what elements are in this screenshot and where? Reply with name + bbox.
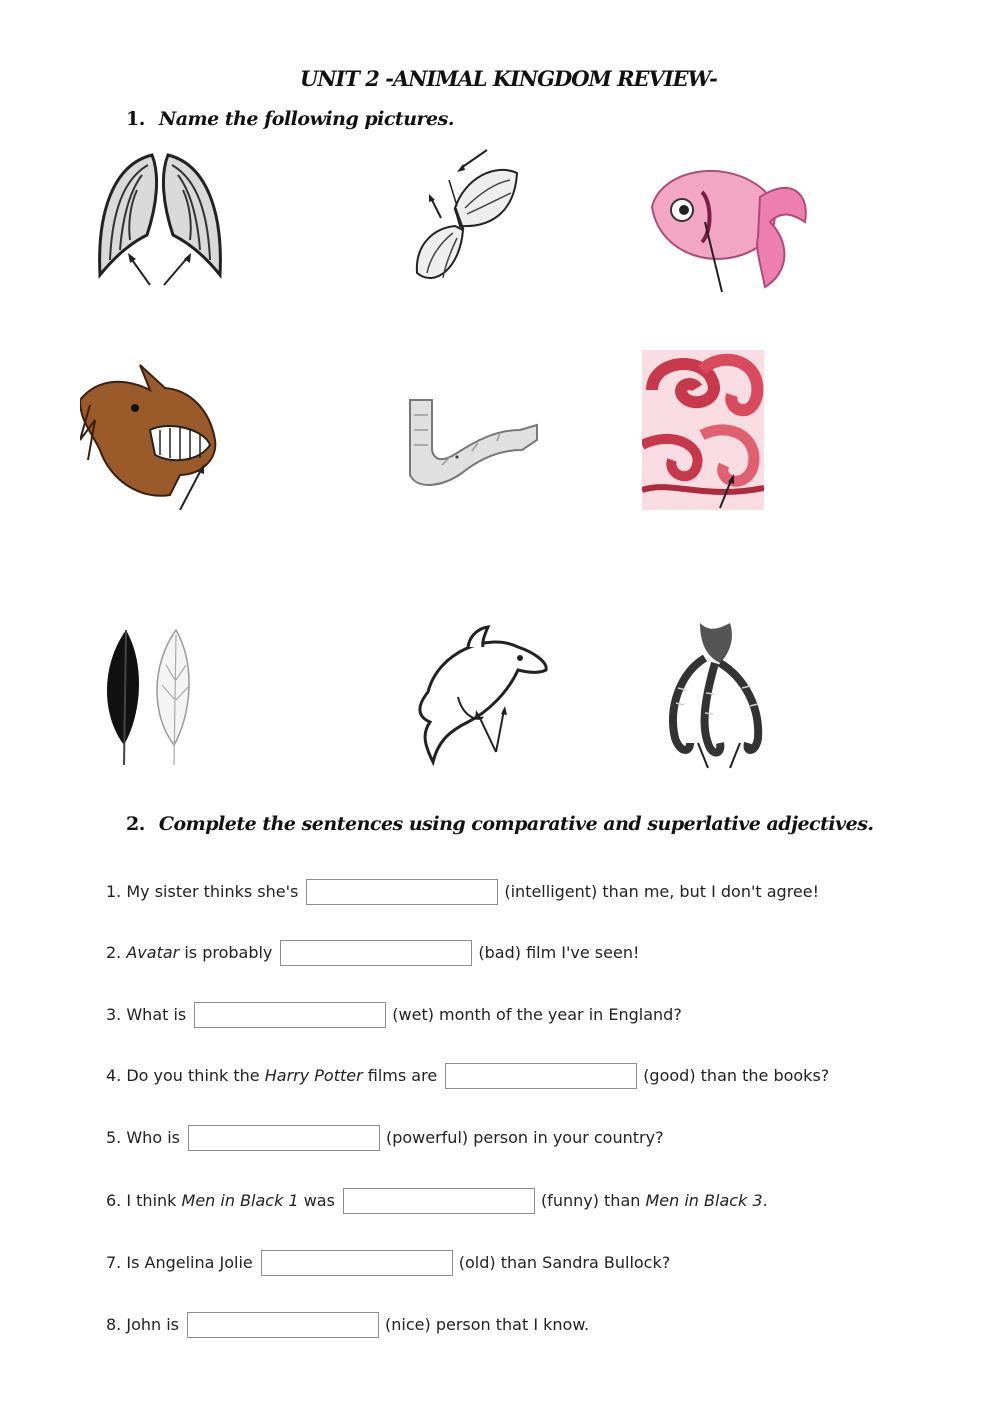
section-2-number: 2.: [126, 813, 145, 835]
sentence-text-before-2: is probably: [179, 943, 273, 962]
section-2-heading: [126, 813, 874, 835]
sentence-2: [106, 939, 639, 967]
sentence-text-before: 1. My sister thinks she's: [106, 882, 299, 901]
sentence-text-before: 3. What is: [106, 1005, 187, 1024]
sentence-text-before: 7. Is Angelina Jolie: [106, 1253, 253, 1272]
sentence-5: [106, 1124, 664, 1152]
fish-gills-icon: [640, 152, 816, 294]
sentence-text-after: (nice) person that I know.: [385, 1315, 590, 1334]
answer-input-5[interactable]: [188, 1125, 380, 1151]
answer-input-6[interactable]: [343, 1188, 535, 1214]
octopus-tentacles-icon: [642, 350, 764, 510]
page-title: UNIT 2 -ANIMAL KINGDOM REVIEW-: [300, 66, 717, 91]
dolphin-fin-icon: [408, 622, 553, 772]
feathers-icon: [96, 625, 206, 770]
sentence-4: [106, 1062, 829, 1090]
butterfly-antenna-icon: [405, 148, 523, 293]
section-1-number: 1.: [126, 108, 145, 130]
sentence-text-after: (wet) month of the year in England?: [392, 1005, 682, 1024]
sentence-text-before: 8. John is: [106, 1315, 180, 1334]
sentence-text-before: 4. Do you think the: [106, 1066, 265, 1085]
sentence-text-after: (intelligent) than me, but I don't agree!: [504, 882, 820, 901]
section-1-heading: [126, 108, 454, 130]
sentence-title-italic-after: Men in Black 3: [645, 1191, 763, 1210]
sentence-text-before: 6. I think: [106, 1191, 182, 1210]
sentence-text-after: (powerful) person in your country?: [385, 1128, 664, 1147]
section-1-instruction: Name the following pictures.: [158, 108, 454, 130]
bird-claws-icon: [660, 618, 770, 773]
sentence-text-before: 2.: [106, 943, 122, 962]
sentence-7: [106, 1249, 670, 1277]
sentence-title-italic: Harry Potter: [264, 1066, 363, 1085]
sentence-text-before-2: films are: [362, 1066, 438, 1085]
horse-teeth-icon: [80, 360, 220, 510]
sentence-title-italic: Avatar: [126, 943, 180, 962]
sentence-text-before: 5. Who is: [106, 1128, 180, 1147]
section-2-instruction: Complete the sentences using comparative and superlative adjectives.: [158, 813, 874, 835]
sentence-text-after: (good) than the books?: [643, 1066, 830, 1085]
answer-input-3[interactable]: [194, 1002, 386, 1028]
sentence-text-after-2: .: [762, 1191, 768, 1210]
sentence-text-after: (old) than Sandra Bullock?: [458, 1253, 671, 1272]
sentence-1: [106, 878, 819, 906]
answer-input-2[interactable]: [280, 940, 472, 966]
answer-input-8[interactable]: [187, 1312, 379, 1338]
wings-icon: [92, 145, 228, 293]
sentence-8: [106, 1311, 589, 1339]
sentence-6: [106, 1187, 768, 1215]
sentence-text-after: (bad) film I've seen!: [478, 943, 640, 962]
answer-input-7[interactable]: [261, 1250, 453, 1276]
sentence-text-before-2: was: [298, 1191, 335, 1210]
elephant-trunk-icon: [402, 395, 542, 495]
answer-input-4[interactable]: [445, 1063, 637, 1089]
sentence-text-after: (funny) than: [540, 1191, 646, 1210]
sentence-3: [106, 1001, 682, 1029]
sentence-title-italic: Men in Black 1: [181, 1191, 299, 1210]
answer-input-1[interactable]: [306, 879, 498, 905]
